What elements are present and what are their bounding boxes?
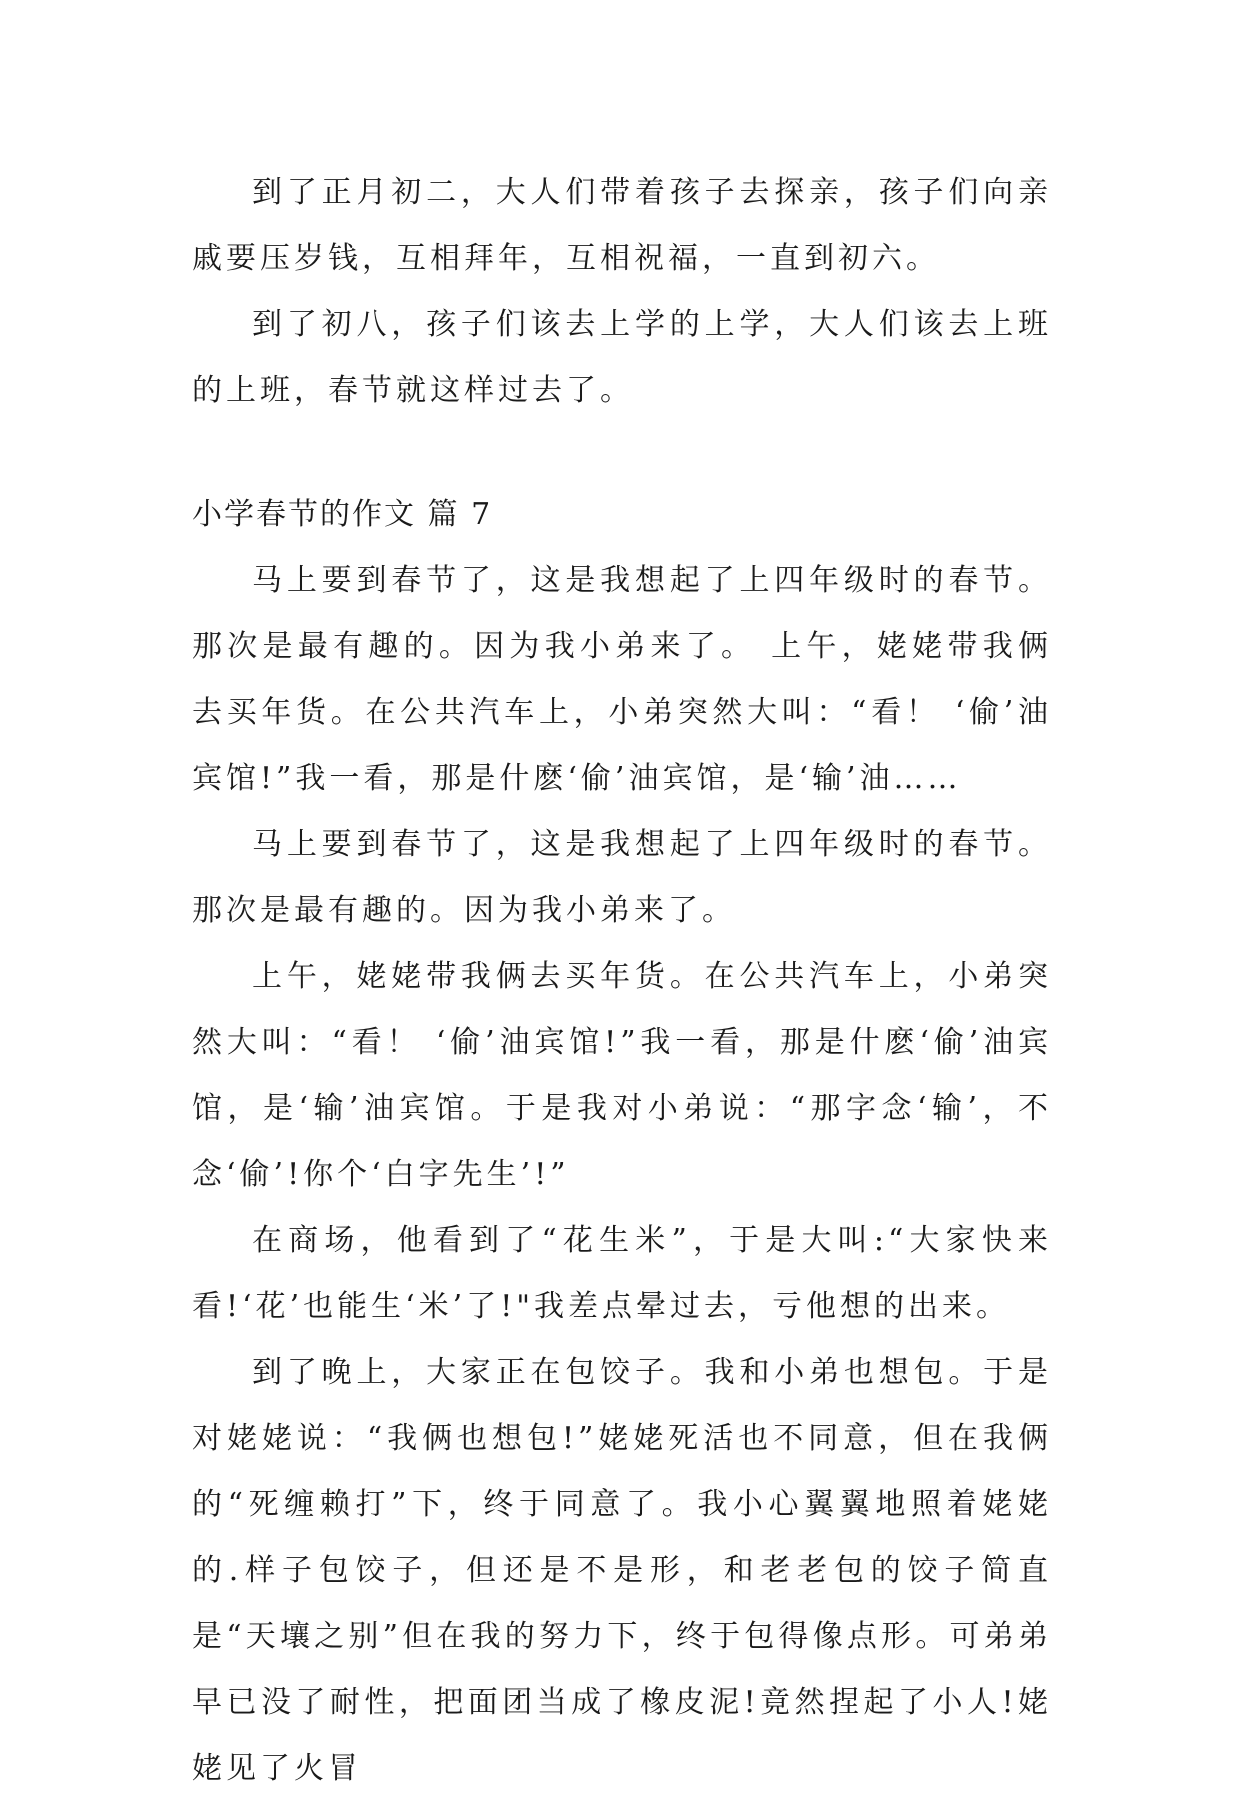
paragraph: 马上要到春节了，这是我想起了上四年级时的春节。那次是最有趣的。因为我小弟来了。	[192, 827, 1052, 928]
document-body	[192, 160, 1052, 1802]
paragraph: 到了初八，孩子们该去上学的上学，大人们该去上班的上班，春节就这样过去了。	[192, 307, 1052, 408]
paragraph: 在商场，他看到了“花生米”，于是大叫:“大家快来看!‘花’也能生‘米’了!"我差点晕过去，亏他想的出来。	[192, 1223, 1052, 1324]
section-heading: 小学春节的作文 篇 7	[192, 497, 493, 532]
paragraph: 马上要到春节了，这是我想起了上四年级时的春节。那次是最有趣的。因为我小弟来了。 上午，姥姥带我俩去买年货。在公共汽车上，小弟突然大叫：“看！ ‘偷’油宾馆!”我一看，那是什麽‘偷’油宾馆，是‘输’油……	[192, 563, 1052, 796]
paragraph: 到了晚上，大家正在包饺子。我和小弟也想包。于是对姥姥说：“我俩也想包!”姥姥死活也不同意，但在我俩的“死缠赖打”下，终于同意了。我小心翼翼地照着姥姥的.样子包饺子，但还是不是形，和老老包的饺子简直是“天壤之别”但在我的努力下，终于包得像点形。可弟弟早已没了耐性，把面团当成了橡皮泥!竟然捏起了小人!姥姥见了火冒	[192, 1355, 1052, 1786]
paragraph: 上午，姥姥带我俩去买年货。在公共汽车上，小弟突然大叫：“看！ ‘偷’油宾馆!”我一看，那是什麽‘偷’油宾馆，是‘输’油宾馆。于是我对小弟说：“那字念‘输’，不念‘偷’!你个‘白字先生’!”	[192, 959, 1052, 1192]
paragraph: 到了正月初二，大人们带着孩子去探亲，孩子们向亲戚要压岁钱，互相拜年，互相祝福，一直到初六。	[192, 175, 1052, 276]
